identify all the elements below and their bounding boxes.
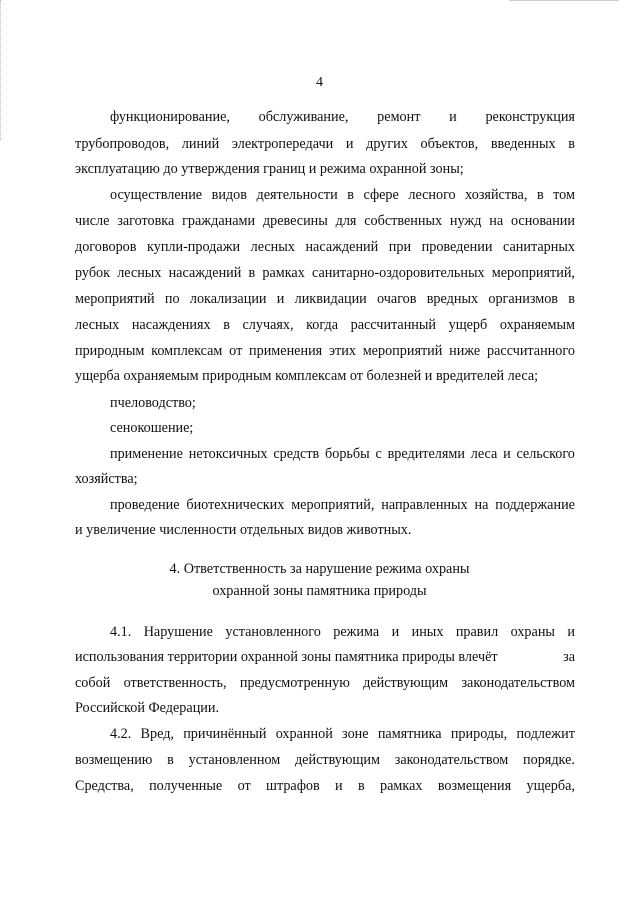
word: том <box>553 187 575 203</box>
word: собственных <box>364 213 443 229</box>
word: насаждений <box>168 265 242 281</box>
word: в <box>536 187 544 203</box>
word: нужд <box>449 213 482 229</box>
word: проведение <box>110 497 180 513</box>
word: правил <box>455 624 499 640</box>
word: реконструкция <box>485 109 575 125</box>
word: возмещению <box>75 752 153 768</box>
word: и <box>449 109 457 125</box>
word: действующим <box>294 752 380 768</box>
page-number: 4 <box>316 75 323 90</box>
word: этих <box>328 343 356 359</box>
word: с <box>375 446 382 462</box>
p42-line2 <box>75 752 575 768</box>
word: и <box>391 624 400 640</box>
p2-line3 <box>75 239 575 255</box>
word: в <box>223 317 230 333</box>
word: случаях, <box>242 317 294 333</box>
word: лесного <box>408 187 456 203</box>
word: объектов, <box>420 136 479 152</box>
word: причинённый <box>183 726 267 742</box>
p41-line3 <box>75 675 575 691</box>
word: ущерба, <box>526 778 575 794</box>
scan-edge-marks <box>0 0 5 140</box>
word: применение <box>110 446 183 462</box>
word: рамках <box>262 265 305 281</box>
word: сфере <box>363 187 399 203</box>
word: ремонт <box>377 109 421 125</box>
word: установленного <box>225 624 321 640</box>
word: на <box>474 497 489 513</box>
p1-line1 <box>110 109 575 125</box>
word: леса <box>470 446 498 462</box>
word: и <box>276 291 285 307</box>
p1-line3: эксплуатацию до утверждения границ и режима охранной зоны; <box>75 161 464 177</box>
p41-line4: Российской Федерации. <box>75 700 220 716</box>
word: рассчитанный <box>350 317 437 333</box>
word: Средства, <box>75 778 134 794</box>
word: других <box>366 136 408 152</box>
word: ниже <box>449 343 481 359</box>
p41-line1 <box>110 624 575 640</box>
p41-line2 <box>75 649 575 665</box>
word: законодательством <box>394 752 509 768</box>
word: в <box>568 136 575 152</box>
word: трубопроводов, <box>75 136 170 152</box>
word: и <box>345 136 354 152</box>
word: направленных <box>381 497 468 513</box>
word: видов <box>211 187 247 203</box>
word: локализации <box>189 291 267 307</box>
p2-line6 <box>75 317 575 333</box>
word: режима <box>333 624 380 640</box>
word: борьбы <box>325 446 370 462</box>
word: от <box>237 778 251 794</box>
word: при <box>388 239 412 255</box>
word: для <box>335 213 357 229</box>
word: и <box>335 778 343 794</box>
p2-line1 <box>110 187 575 203</box>
word: памятника <box>377 726 442 742</box>
word: мероприятий <box>362 343 443 359</box>
word: природным <box>75 343 145 359</box>
p3-line1 <box>110 446 575 462</box>
word: лесных <box>117 265 162 281</box>
word: договоров <box>75 239 137 255</box>
word: осуществление <box>110 187 203 203</box>
word: Нарушение <box>143 624 213 640</box>
word: лесных <box>250 239 295 255</box>
p41-line2-left: использования территории охранной зоны памятника природы влечёт <box>75 649 498 665</box>
word: порядке. <box>523 752 575 768</box>
word: в <box>167 752 174 768</box>
p2-line8: ущерба охраняемым природным комплексам от болезней и вредителей леса; <box>75 368 539 384</box>
word: комплексам <box>151 343 223 359</box>
word: насаждениях <box>131 317 211 333</box>
word: зоне <box>342 726 369 742</box>
section-heading-line1: 4. Ответственность за нарушение режима охраны <box>169 561 470 577</box>
word: обслуживание, <box>258 109 349 125</box>
word: от <box>229 343 243 359</box>
word: в <box>568 291 575 307</box>
word: предусмотренную <box>239 675 350 691</box>
p4-line1 <box>110 497 575 513</box>
word: и <box>567 624 575 640</box>
word: возмещения <box>437 778 512 794</box>
scan-top-mark <box>509 0 619 4</box>
p3-line2: хозяйства; <box>75 471 138 487</box>
word: по <box>164 291 180 307</box>
word: гражданами <box>182 213 256 229</box>
word: иных <box>411 624 444 640</box>
word: в <box>248 265 256 281</box>
word: поддержание <box>495 497 575 513</box>
word: мероприятий, <box>491 265 575 281</box>
p41-line2-right: за <box>563 649 575 665</box>
word: полученные <box>149 778 223 794</box>
word: 4.1. <box>110 624 132 640</box>
word: купли-продажи <box>147 239 241 255</box>
word: биотехнических <box>186 497 285 513</box>
p2-line7 <box>75 343 575 359</box>
word: рубок <box>75 265 111 281</box>
word: заготовка <box>117 213 175 229</box>
word: рассчитанного <box>487 343 575 359</box>
word: охраняемым <box>499 317 575 333</box>
p42-line1 <box>110 726 575 742</box>
word: мероприятий, <box>291 497 375 513</box>
word: ответственность, <box>123 675 227 691</box>
word: сельского <box>516 446 575 462</box>
word: введенных <box>490 136 556 152</box>
word: основании <box>510 213 575 229</box>
item-haymaking: сенокошение; <box>110 420 194 436</box>
word: лесных <box>75 317 120 333</box>
word: линий <box>181 136 220 152</box>
word: электропередачи <box>231 136 334 152</box>
word: применения <box>249 343 323 359</box>
word: числе <box>75 213 110 229</box>
word: законодательством <box>461 675 575 691</box>
word: хозяйства, <box>465 187 528 203</box>
word: санитарных <box>503 239 575 255</box>
p2-line5 <box>75 291 575 307</box>
word: штрафов <box>266 778 320 794</box>
word: и <box>503 446 511 462</box>
p2-line4 <box>75 265 575 281</box>
word: древесины <box>262 213 328 229</box>
word: установленном <box>188 752 281 768</box>
word: природы, <box>450 726 508 742</box>
word: рамках <box>380 778 423 794</box>
word: функционирование, <box>110 109 230 125</box>
word: насаждений <box>305 239 379 255</box>
word: мероприятий <box>75 291 155 307</box>
word: собой <box>75 675 111 691</box>
word: проведении <box>421 239 493 255</box>
word: вредных <box>426 291 479 307</box>
word: ликвидации <box>294 291 367 307</box>
p42-line3 <box>75 778 575 794</box>
p2-line2 <box>75 213 575 229</box>
word: подлежит <box>516 726 575 742</box>
section-heading-line2: охранной зоны памятника природы <box>212 583 427 599</box>
word: вредителями <box>387 446 465 462</box>
item-beekeeping: пчеловодство; <box>110 395 196 411</box>
word: когда <box>306 317 339 333</box>
word: охраны <box>510 624 555 640</box>
p4-line2: и увеличение численности отдельных видов животных. <box>75 522 412 538</box>
word: охранной <box>275 726 333 742</box>
word: средств <box>273 446 320 462</box>
p1-line2 <box>75 136 575 152</box>
word: в <box>357 778 365 794</box>
word: в <box>347 187 354 203</box>
word: действующим <box>363 675 449 691</box>
word: ущерб <box>448 317 488 333</box>
word: деятельности <box>256 187 338 203</box>
word: организмов <box>488 291 559 307</box>
word: нетоксичных <box>188 446 268 462</box>
word: на <box>489 213 504 229</box>
word: 4.2. <box>110 726 132 742</box>
word: Вред, <box>140 726 174 742</box>
word: очагов <box>377 291 417 307</box>
word: санитарно-оздоровительных <box>311 265 485 281</box>
